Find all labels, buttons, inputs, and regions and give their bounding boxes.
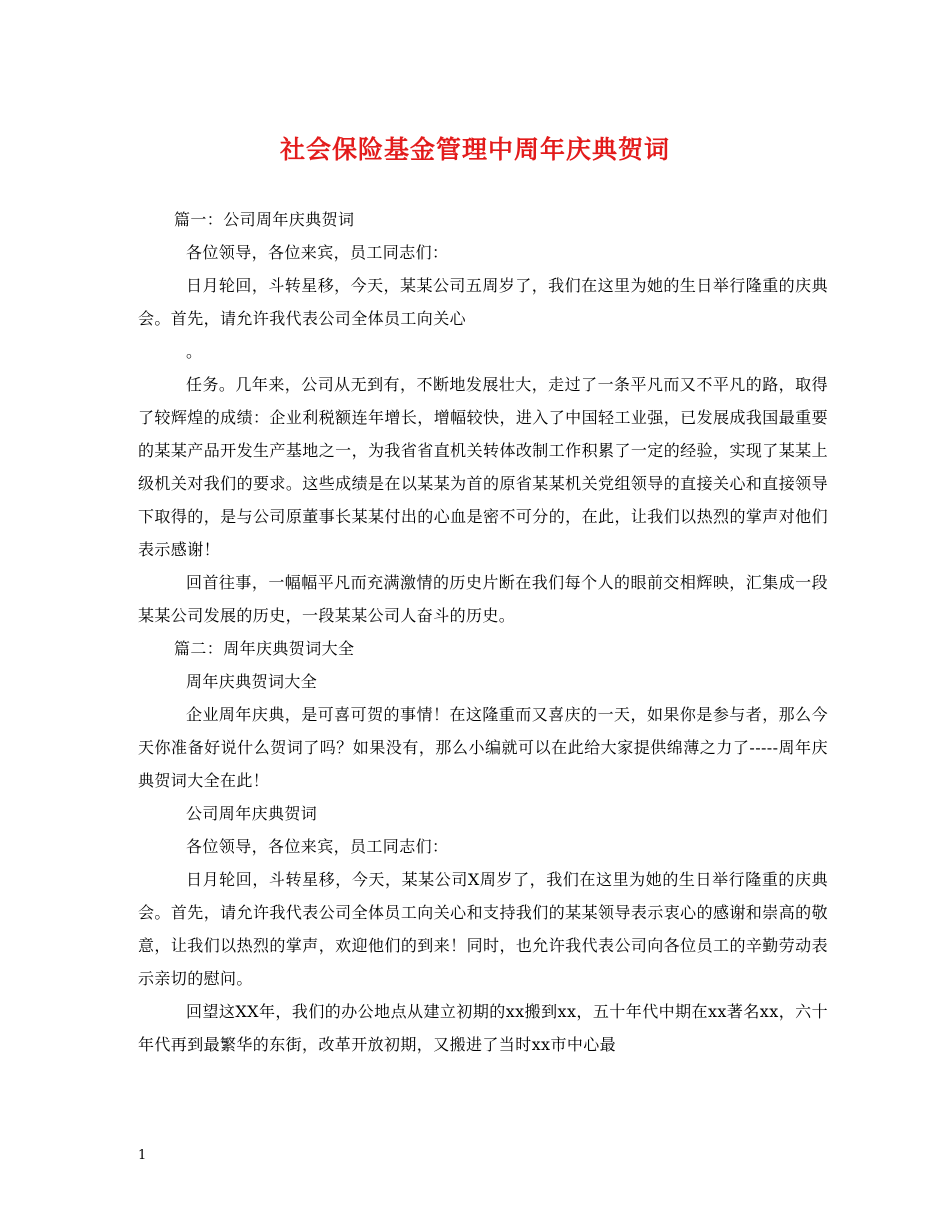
paragraph: 各位领导，各位来宾，员工同志们： — [186, 243, 449, 262]
document-title: 社会保险基金管理中周年庆典贺词 — [279, 135, 670, 164]
paragraph: 回首往事，一幅幅平凡而充满激情的历史片断在我们每个人的眼前交相辉映，汇集成一段某某公司发展的历史，一段某某公司人奋斗的历史。 — [138, 573, 828, 625]
paragraph: 篇二：周年庆典贺词大全 — [174, 639, 355, 658]
page-number: 1 — [138, 1148, 147, 1163]
paragraph: 周年庆典贺词大全 — [186, 672, 318, 691]
paragraph: 各位领导，各位来宾，员工同志们： — [186, 837, 449, 856]
paragraph: 日月轮回，斗转星移，今天，某某公司X周岁了，我们在这里为她的生日举行隆重的庆典会。首先，请允许我代表公司全体员工向关心和支持我们的某某领导表示衷心的感谢和崇高的敬意，让我们以热烈的掌声，欢迎他们的到来！同时，也允许我代表公司向各位员工的辛勤劳动表示亲切的慰问。 — [138, 870, 828, 988]
paragraph: 公司周年庆典贺词 — [186, 804, 318, 823]
paragraph: 。 — [186, 342, 203, 361]
paragraph: 企业周年庆典，是可喜可贺的事情！在这隆重而又喜庆的一天，如果你是参与者，那么今天你准备好说什么贺词了吗？如果没有，那么小编就可以在此给大家提供绵薄之力了-----周年庆典贺词大全在此！ — [138, 705, 828, 790]
paragraph: 回望这XX年，我们的办公地点从建立初期的xx搬到xx，五十年代中期在xx著名xx，六十年代再到最繁华的东街，改革开放初期，又搬进了当时xx市中心最 — [138, 1002, 828, 1054]
paragraph: 日月轮回，斗转星移，今天，某某公司五周岁了，我们在这里为她的生日举行隆重的庆典会。首先，请允许我代表公司全体员工向关心 — [138, 276, 828, 328]
paragraph: 任务。几年来，公司从无到有，不断地发展壮大，走过了一条平凡而又不平凡的路，取得了较辉煌的成绩：企业利税额连年增长，增幅较快，进入了中国轻工业强，已发展成我国最重要的某某产品开发生产基地之一，为我省省直机关转体改制工作积累了一定的经验，实现了某某上级机关对我们的要求。这些成绩是在以某某为首的原省某某机关党组领导的直接关心和直接领导下取得的，是与公司原董事长某某付出的心血是密不可分的，在此，让我们以热烈的掌声对他们表示感谢！ — [138, 375, 828, 559]
paragraph: 篇一：公司周年庆典贺词 — [174, 210, 355, 229]
document-body — [138, 203, 828, 1061]
